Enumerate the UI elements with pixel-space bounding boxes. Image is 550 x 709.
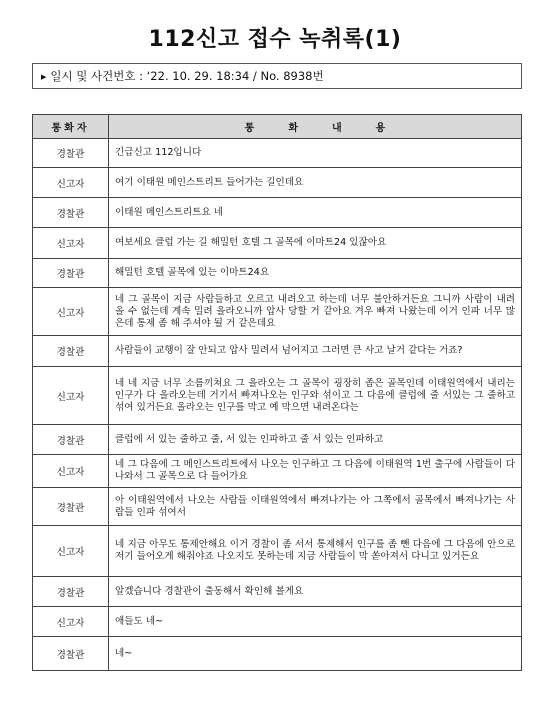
table-row	[33, 607, 522, 637]
row-content: 여보세요 클럽 가는 길 해밀턴 호텔 그 골목에 이마트24 있잖아요	[109, 228, 522, 259]
table-row	[33, 488, 522, 526]
row-speaker: 신고자	[33, 455, 109, 488]
row-content: 네 지금 아무도 통제안해요 이거 경찰이 좀 서서 통제해서 인구를 좀 뺀 다음에 그 다음에 안으로 저기 들어오게 해줘야죠 나오지도 못하는데 지금 사람들이 막 쏟아져서 다니고 있거든요	[109, 526, 522, 577]
row-content: 사람들이 교행이 잘 안되고 압사 밀려서 넘어지고 그러면 큰 사고 날거 같다는 거죠?	[109, 336, 522, 367]
table-row	[33, 577, 522, 607]
table-row	[33, 288, 522, 336]
row-content: 네 그 다음에 그 메인스트리트에서 나오는 인구하고 그 다음에 이태원역 1번 출구에 사람들이 다 나와서 그 골목으로 다 들어가요	[109, 455, 522, 488]
header-content: 통화내용	[109, 115, 522, 139]
row-speaker: 경찰관	[33, 198, 109, 228]
table-row	[33, 455, 522, 488]
header-speaker: 통화자	[33, 115, 109, 139]
row-speaker: 신고자	[33, 288, 109, 336]
row-speaker: 신고자	[33, 607, 109, 637]
row-speaker: 경찰관	[33, 336, 109, 367]
table-row	[33, 425, 522, 455]
row-content: 아 이태원역에서 나오는 사람들 이태원역에서 빠져나가는 아 그쪽에서 골목에서 빠져나가는 사람들 인파 섞여서	[109, 488, 522, 526]
row-speaker: 경찰관	[33, 577, 109, 607]
row-speaker: 경찰관	[33, 637, 109, 671]
table-row	[33, 198, 522, 228]
table-row	[33, 168, 522, 198]
table-row	[33, 526, 522, 577]
row-content: 네 그 골목이 지금 사람들하고 오르고 내려오고 하는데 너무 불안하거든요 그니까 사람이 내려 올 수 없는데 계속 밀려 올라오니까 압사 당할 거 같아요 겨우 빠져 나왔는데 이거 인파 너무 많은데 통제 좀 해 주셔야 될 거 같은데요	[109, 288, 522, 336]
row-speaker: 신고자	[33, 228, 109, 259]
row-content: 긴급신고 112입니다	[109, 139, 522, 168]
row-speaker: 신고자	[33, 526, 109, 577]
table-row	[33, 139, 522, 168]
row-content: 해밀턴 호텔 골목에 있는 이마트24요	[109, 259, 522, 288]
row-content: 클럽에 서 있는 줄하고 줄, 서 있는 인파하고 줄 서 있는 인파하고	[109, 425, 522, 455]
row-speaker: 신고자	[33, 168, 109, 198]
row-content: 알겠습니다 경찰관이 출동해서 확인해 볼게요	[109, 577, 522, 607]
table-row	[33, 637, 522, 671]
table-row	[33, 367, 522, 425]
row-speaker: 경찰관	[33, 488, 109, 526]
table-row	[33, 228, 522, 259]
incident-info-box	[32, 63, 522, 89]
table-header-row	[33, 115, 522, 139]
transcript-table	[32, 114, 522, 671]
document-title: 112신고 접수 녹취록(1)	[148, 27, 402, 52]
row-content: 네~	[109, 637, 522, 671]
table-row	[33, 336, 522, 367]
row-content: 애들도 네~	[109, 607, 522, 637]
row-content: 네 네 지금 너무 소름끼쳐요 그 올라오는 그 골목이 굉장히 좁은 골목인데 이태원역에서 내리는 인구가 다 올라오는데 거기서 빠져나오는 인구와 섞이고 그 다음에 클럽에 줄 서있는 그 줄하고 섞여 있거든요 올라오는 인구를 막고 예 막으면 내려온다는	[109, 367, 522, 425]
row-content: 여기 이태원 메인스트리트 들어가는 길인데요	[109, 168, 522, 198]
table-row	[33, 259, 522, 288]
row-speaker: 경찰관	[33, 425, 109, 455]
row-speaker: 경찰관	[33, 259, 109, 288]
incident-info-text: 일시 및 사건번호 : ‘22. 10. 29. 18:34 / No. 8938번	[50, 69, 324, 83]
triangle-bullet-icon: ▶	[41, 73, 47, 81]
row-content: 이태원 메인스트리트요 네	[109, 198, 522, 228]
row-speaker: 신고자	[33, 367, 109, 425]
row-speaker: 경찰관	[33, 139, 109, 168]
